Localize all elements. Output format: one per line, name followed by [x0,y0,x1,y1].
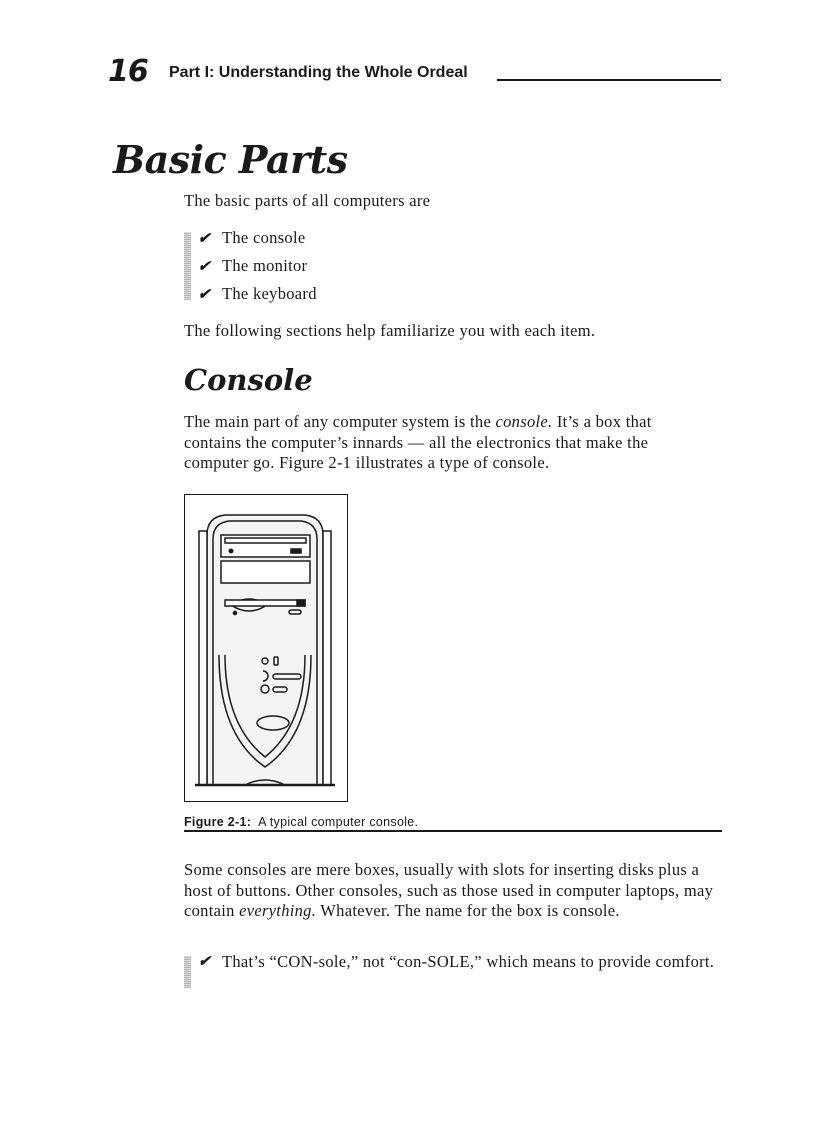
computer-tower-icon [185,495,346,800]
list-item [196,952,719,973]
caption-rule [184,830,722,832]
list-item [196,228,306,248]
list-item-text: The console [222,228,306,247]
check-mark-icon: ✔ [196,258,214,275]
bullet-list-bar [184,232,191,300]
figure-caption [184,815,418,829]
running-head: Part I: Understanding the Whole Ordeal [169,64,468,81]
figure-caption-text: A typical computer console. [258,815,419,829]
console-term: console. [495,412,553,431]
figure-frame [184,494,348,802]
section-title-console: Console [184,363,313,397]
list-item-text: The monitor [222,256,308,275]
console-paragraph-2-end: Whatever. The name for the box is console. [316,901,620,920]
console-paragraph-1-start: The main part of any computer system is the [184,412,496,431]
console-paragraph-1 [184,412,704,474]
console-paragraph-2-start: Some consoles are mere boxes, usually with slots for inserting disks plus a host of buttons. Other consoles, such as those used in computer laptops, may contain [184,860,714,920]
check-mark-icon: ✔ [196,230,214,247]
figure-label: Figure 2-1: [184,815,252,829]
list-item [196,284,317,304]
everything-term: everything. [239,901,317,920]
list-item [196,256,308,276]
list-item-text: The keyboard [222,284,317,303]
header-rule [497,79,721,81]
check-mark-icon: ✔ [196,286,214,303]
check-mark-icon: ✔ [196,954,215,970]
console-paragraph-1-end: It’s a box that contains the computer’s innards — all the electronics that make the computer go. Figure 2-1 illustrates a type of console. [184,412,652,472]
outro-paragraph: The following sections help familiarize you with each item. [184,321,596,340]
intro-paragraph: The basic parts of all computers are [184,191,431,210]
section-title-basic-parts: Basic Parts [113,137,348,182]
bullet-list-bar [184,956,191,988]
page-number: 16 [108,54,148,89]
console-paragraph-2 [184,860,724,922]
list-item-text: That’s “CON-sole,” not “con-SOLE,” which means to provide comfort. [222,952,715,971]
